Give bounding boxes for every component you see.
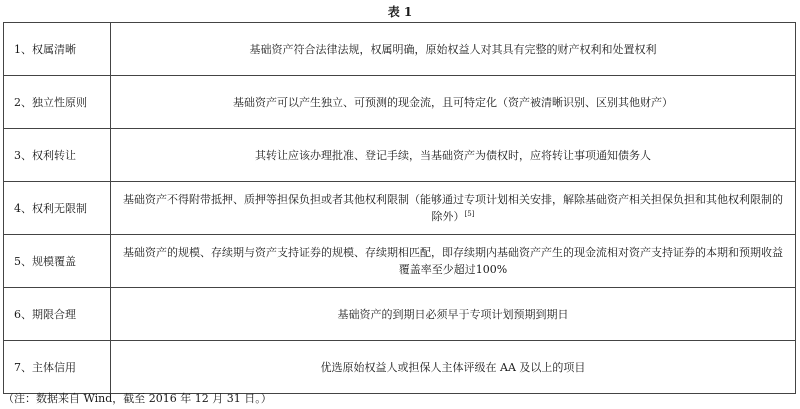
row-label: 7、主体信用 <box>4 341 111 394</box>
row-content-text: 基础资产不得附带抵押、质押等担保负担或者其他权利限制（能够通过专项计划相关安排，解除基础资产相关担保负担和其他权利限制的除外） <box>123 193 783 223</box>
row-label: 3、权利转让 <box>4 129 111 182</box>
row-label: 2、独立性原则 <box>4 76 111 129</box>
row-content: 优选原始权益人或担保人主体评级在 AA 及以上的项目 <box>111 341 796 394</box>
row-label: 4、权利无限制 <box>4 182 111 235</box>
row-label: 5、规模覆盖 <box>4 235 111 288</box>
row-content: 基础资产可以产生独立、可预测的现金流，且可特定化（资产被清晰识别、区别其他财产） <box>111 76 796 129</box>
row-content: 基础资产的规模、存续期与资产支持证券的规模、存续期相匹配，即存续期内基础资产产生的现金流相对资产支持证券的本期和预期收益覆盖率至少超过100% <box>111 235 796 288</box>
table-row <box>4 23 796 76</box>
row-label: 6、期限合理 <box>4 288 111 341</box>
table-caption: 表 1 <box>387 5 413 19</box>
table-row <box>4 341 796 394</box>
row-content-with-note <box>111 182 796 235</box>
row-content: 基础资产符合法律法规，权属明确，原始权益人对其具有完整的财产权利和处置权利 <box>111 23 796 76</box>
table-footnote: （注：数据来自 Wind，截至 2016 年 12 月 31 日。） <box>3 392 272 405</box>
table-row <box>4 182 796 235</box>
table-row <box>4 76 796 129</box>
row-label: 1、权属清晰 <box>4 23 111 76</box>
table-row <box>4 288 796 341</box>
reference-note: [5] <box>464 210 475 218</box>
criteria-table <box>3 22 796 394</box>
table-row <box>4 129 796 182</box>
table-row <box>4 235 796 288</box>
row-content: 其转让应该办理批准、登记手续，当基础资产为债权时，应将转让事项通知债务人 <box>111 129 796 182</box>
row-content: 基础资产的到期日必须早于专项计划预期到期日 <box>111 288 796 341</box>
